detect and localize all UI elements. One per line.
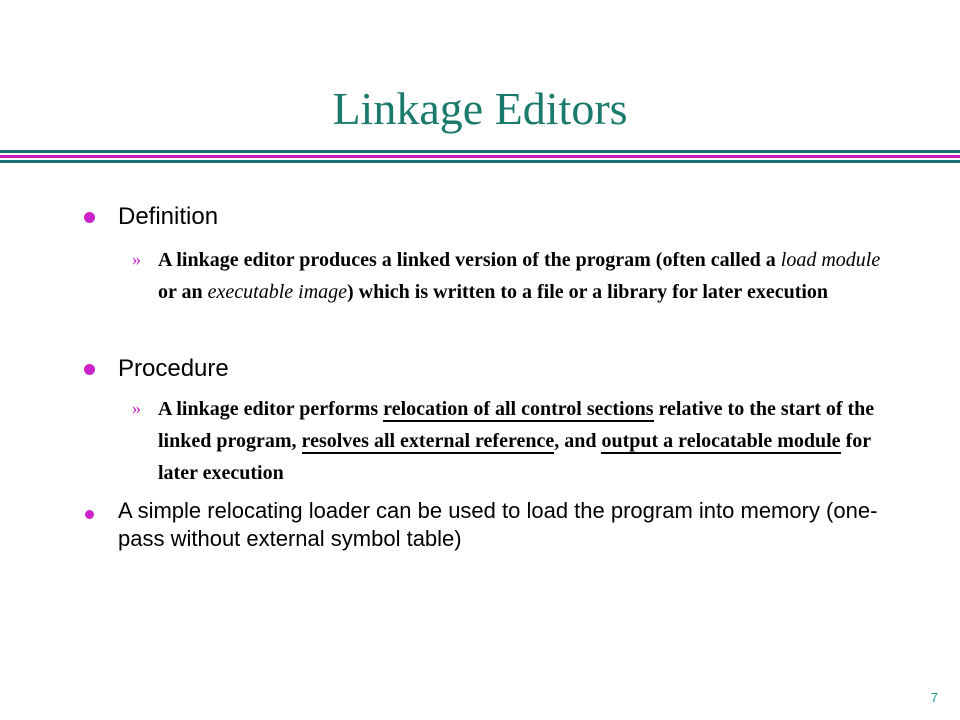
bullet-dot-icon [84,364,95,375]
title-rule-middle [0,155,960,158]
definition-text: A linkage editor produces a linked version of the program (often called a load module or an executable image) which is written to a file or a library for later execution [158,249,881,303]
loader-text: A simple relocating loader can be used to load the program into memory (one-pass without external symbol table) [118,498,878,551]
slide-title: Linkage Editors [332,83,628,134]
sub-bullet-marker-icon: » [132,398,141,418]
bullet-dot-icon [85,510,94,519]
underlined-relocation: relocation of all control sections [383,398,654,420]
procedure-text: A linkage editor performs relocation of all control sections relative to the start of the linked program, resolves all external reference, and output a relocatable module for later execution [158,398,875,484]
load-module-term: load module [780,249,881,271]
definition-heading: Definition [118,203,219,230]
title-rule-top [0,150,960,153]
procedure-heading: Procedure [118,355,229,382]
underlined-output: output a relocatable module [601,430,841,452]
page-number: 7 [930,690,938,705]
title-rule-bottom [0,160,960,163]
executable-image-term: executable image [207,281,348,303]
sub-bullet-marker-icon: » [132,249,141,269]
bullet-dot-icon [84,212,95,223]
underlined-resolves: resolves all external reference [301,430,555,452]
